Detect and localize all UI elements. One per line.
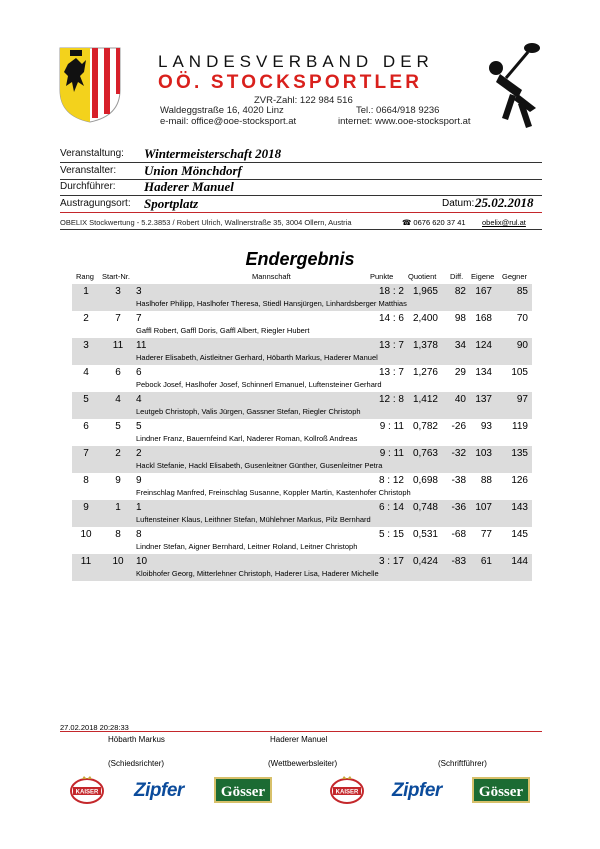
diff-cell: 34 [454, 340, 466, 351]
players-cell: Freinschlag Manfred, Freinschlag Susanne, Koppler Martin, Kastenhofer Christoph [136, 488, 411, 497]
col-punkte: Punkte [370, 272, 394, 281]
veranstaltung-value: Wintermeisterschaft 2018 [144, 146, 282, 161]
ort-label: Austragungsort: [60, 198, 131, 209]
col-mannschaft: Mannschaft [252, 272, 291, 281]
gegner-cell: 70 [516, 313, 528, 324]
table-row [72, 554, 532, 581]
org-zvr: ZVR-Zahl: 122 984 516 [254, 95, 353, 106]
eigene-cell: 134 [475, 367, 492, 378]
gegner-cell: 145 [511, 529, 528, 540]
org-email: e-mail: office@ooe-stocksport.at [160, 116, 297, 127]
rang-cell: 4 [83, 367, 89, 378]
page-title: Endergebnis [245, 249, 355, 269]
start-nr-cell: 7 [115, 313, 121, 324]
software-credit: OBELIX Stockwertung - 5.2.3853 / Robert Ulrich, Wallnerstraße 35, 3004 Ollern, Austria [60, 218, 352, 227]
diff-cell: -68 [451, 529, 466, 540]
red-divider [60, 731, 542, 732]
zipfer-logo: Zipfer [392, 780, 442, 801]
players-cell: Luftensteiner Klaus, Leithner Stefan, Mühlehner Markus, Pilz Bernhard [136, 515, 371, 524]
org-phone: Tel.: 0664/918 9236 [356, 105, 440, 116]
eigene-cell: 61 [480, 556, 492, 567]
org-website: internet: www.ooe-stocksport.at [338, 116, 471, 127]
rang-cell: 2 [83, 313, 89, 324]
start-nr-cell: 5 [115, 421, 121, 432]
eigene-cell: 88 [480, 475, 492, 486]
quotient-cell: 0,531 [412, 529, 438, 540]
eigene-cell: 137 [475, 394, 492, 405]
rang-cell: 3 [83, 340, 89, 351]
diff-cell: 40 [454, 394, 466, 405]
diff-cell: 82 [454, 286, 466, 297]
gegner-cell: 97 [516, 394, 528, 405]
print-timestamp: 27.02.2018 20:28:33 [60, 723, 129, 732]
table-row [72, 446, 532, 473]
svg-text:KAISER: KAISER [335, 789, 359, 796]
gegner-cell: 144 [511, 556, 528, 567]
role-schiedsrichter: (Schiedsrichter) [108, 759, 165, 768]
diff-cell: 29 [454, 367, 466, 378]
kaiser-logo [70, 775, 104, 805]
rang-cell: 8 [83, 475, 89, 486]
goesser-logo: Gösser [472, 777, 530, 803]
table-row [72, 527, 532, 554]
col-start: Start-Nr. [102, 272, 130, 281]
col-eigene: Eigene [471, 272, 495, 281]
punkte-cell: 14 : 6 [378, 313, 404, 324]
rang-cell: 6 [83, 421, 89, 432]
quotient-cell: 1,276 [412, 367, 438, 378]
quotient-cell: 0,763 [412, 448, 438, 459]
rang-cell: 5 [83, 394, 89, 405]
col-gegner: Gegner [502, 272, 528, 281]
divider [60, 229, 542, 230]
gegner-cell: 90 [516, 340, 528, 351]
eigene-cell: 77 [480, 529, 492, 540]
rang-cell: 11 [80, 556, 92, 567]
datum-label: Datum: [442, 198, 475, 209]
team-cell: 5 [136, 421, 142, 432]
divider [60, 162, 542, 163]
diff-cell: -36 [451, 502, 466, 513]
org-name-line1: LANDESVERBAND DER [158, 52, 434, 71]
datum-value: 25.02.2018 [475, 195, 534, 210]
punkte-cell: 12 : 8 [378, 394, 404, 405]
start-nr-cell: 11 [112, 340, 124, 351]
start-nr-cell: 9 [115, 475, 121, 486]
role-schriftfuehrer: (Schriftführer) [438, 759, 487, 768]
table-row [72, 338, 532, 365]
veranstalter-label: Veranstalter: [60, 165, 117, 176]
diff-cell: -83 [451, 556, 466, 567]
table-row [72, 392, 532, 419]
diff-cell: -26 [451, 421, 466, 432]
punkte-cell: 18 : 2 [378, 286, 404, 297]
quotient-cell: 0,748 [412, 502, 438, 513]
col-quotient: Quotient [408, 272, 437, 281]
quotient-cell: 1,412 [412, 394, 438, 405]
veranstaltung-label: Veranstaltung: [60, 148, 124, 159]
team-cell: 4 [136, 394, 142, 405]
start-nr-cell: 1 [115, 502, 121, 513]
quotient-cell: 2,400 [412, 313, 438, 324]
players-cell: Kloibhofer Georg, Mitterlehner Christoph, Haderer Lisa, Haderer Michelle [136, 569, 379, 578]
software-phone: ☎ 0676 620 37 41 [402, 218, 466, 227]
results-table [72, 284, 532, 581]
players-cell: Gaffl Robert, Gaffl Doris, Gaffl Albert, Riegler Hubert [136, 326, 310, 335]
rang-cell: 9 [83, 502, 89, 513]
start-nr-cell: 2 [115, 448, 121, 459]
signer-wettbewerbsleiter: Haderer Manuel [270, 735, 328, 744]
quotient-cell: 1,378 [412, 340, 438, 351]
punkte-cell: 6 : 14 [378, 502, 404, 513]
punkte-cell: 9 : 11 [379, 448, 404, 459]
team-cell: 9 [136, 475, 142, 486]
quotient-cell: 1,965 [412, 286, 438, 297]
punkte-cell: 9 : 11 [379, 421, 404, 432]
kaiser-logo [330, 775, 364, 805]
gegner-cell: 143 [511, 502, 528, 513]
durchfuehrer-value: Haderer Manuel [144, 179, 234, 194]
eigene-cell: 103 [475, 448, 492, 459]
punkte-cell: 13 : 7 [378, 340, 404, 351]
goesser-logo: Gösser [214, 777, 272, 803]
players-cell: Lindner Franz, Bauernfeind Karl, Naderer Roman, Kollroß Andreas [136, 434, 358, 443]
start-nr-cell: 3 [115, 286, 121, 297]
gegner-cell: 126 [511, 475, 528, 486]
team-cell: 6 [136, 367, 142, 378]
table-row [72, 311, 532, 338]
red-divider [60, 212, 542, 213]
gegner-cell: 85 [516, 286, 528, 297]
diff-cell: -38 [451, 475, 466, 486]
org-name-line2: OÖ. STOCKSPORTLER [158, 72, 423, 93]
team-cell: 2 [136, 448, 142, 459]
team-cell: 8 [136, 529, 142, 540]
team-cell: 10 [136, 556, 148, 567]
gegner-cell: 105 [511, 367, 528, 378]
table-row [72, 419, 532, 446]
zipfer-logo: Zipfer [134, 780, 184, 801]
divider [60, 195, 542, 196]
players-cell: Lindner Stefan, Aigner Bernhard, Leitner Roland, Leitner Christoph [136, 542, 358, 551]
table-row [72, 500, 532, 527]
eigene-cell: 167 [475, 286, 492, 297]
eigene-cell: 107 [475, 502, 492, 513]
software-email-link[interactable]: obelix@rul.at [482, 218, 526, 227]
team-cell: 1 [136, 502, 142, 513]
col-rang: Rang [76, 272, 94, 281]
players-cell: Pebock Josef, Haslhofer Josef, Schinnerl Emanuel, Luftensteiner Gerhard [136, 380, 382, 389]
signer-schiedsrichter: Höbarth Markus [108, 735, 165, 744]
eigene-cell: 93 [480, 421, 492, 432]
eigene-cell: 124 [475, 340, 492, 351]
players-cell: Leutgeb Christoph, Valis Jürgen, Gassner Stefan, Riegler Christoph [136, 407, 361, 416]
veranstalter-value: Union Mönchdorf [144, 163, 242, 178]
gegner-cell: 135 [511, 448, 528, 459]
players-cell: Hackl Stefanie, Hackl Elisabeth, Gusenleitner Günther, Gusenleitner Petra [136, 461, 383, 470]
col-diff: Diff. [450, 272, 464, 281]
players-cell: Haslhofer Philipp, Haslhofer Theresa, Stiedl Hansjürgen, Linhardsberger Matthias [136, 299, 407, 308]
rang-cell: 10 [80, 529, 92, 540]
rang-cell: 7 [83, 448, 89, 459]
table-row [72, 473, 532, 500]
table-header [72, 272, 532, 284]
rang-cell: 1 [83, 286, 89, 297]
table-row [72, 365, 532, 392]
ort-value: Sportplatz [144, 196, 199, 211]
punkte-cell: 5 : 15 [378, 529, 404, 540]
quotient-cell: 0,782 [412, 421, 438, 432]
org-address: Waldeggstraße 16, 4020 Linz [160, 105, 284, 116]
quotient-cell: 0,698 [412, 475, 438, 486]
durchfuehrer-label: Durchführer: [60, 181, 116, 192]
svg-text:KAISER: KAISER [75, 789, 99, 796]
start-nr-cell: 6 [115, 367, 121, 378]
start-nr-cell: 8 [115, 529, 121, 540]
team-cell: 3 [136, 286, 142, 297]
stocksport-player-icon [478, 40, 548, 130]
role-wettbewerbsleiter: (Wettbewerbsleiter) [268, 759, 338, 768]
team-cell: 7 [136, 313, 142, 324]
punkte-cell: 3 : 17 [378, 556, 404, 567]
players-cell: Haderer Elisabeth, Aistleitner Gerhard, Höbarth Markus, Haderer Manuel [136, 353, 378, 362]
table-row [72, 284, 532, 311]
diff-cell: 98 [454, 313, 466, 324]
quotient-cell: 0,424 [412, 556, 438, 567]
start-nr-cell: 10 [112, 556, 124, 567]
gegner-cell: 119 [512, 421, 528, 432]
eigene-cell: 168 [475, 313, 492, 324]
punkte-cell: 8 : 12 [378, 475, 404, 486]
punkte-cell: 13 : 7 [378, 367, 404, 378]
divider [60, 179, 542, 180]
start-nr-cell: 4 [115, 394, 121, 405]
diff-cell: -32 [451, 448, 466, 459]
coat-of-arms-logo [58, 46, 122, 124]
team-cell: 11 [136, 340, 147, 351]
